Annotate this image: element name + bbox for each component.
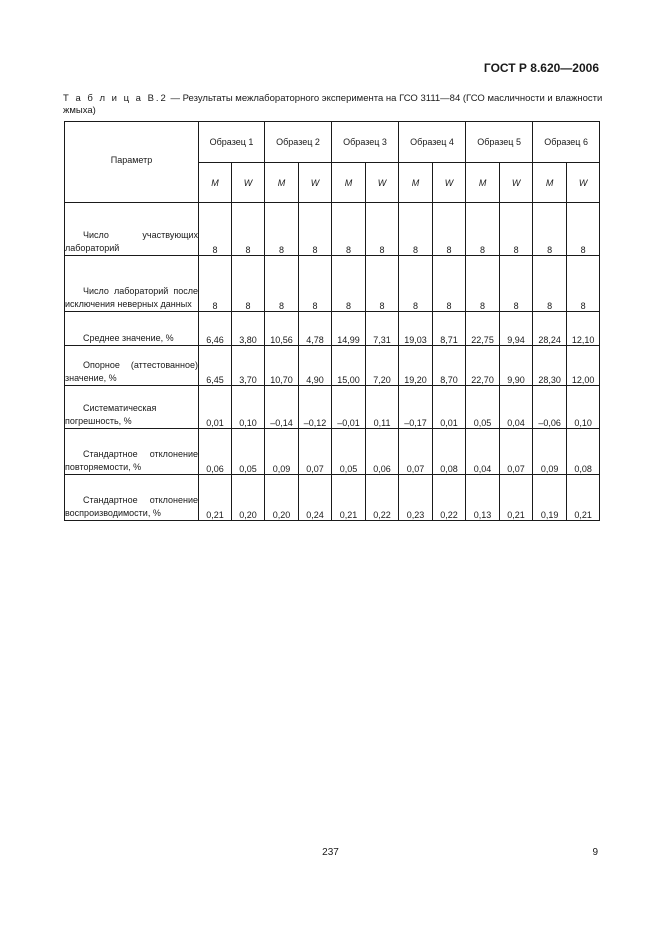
- value-cell: 0,10: [232, 386, 265, 429]
- page-number-center: 237: [322, 847, 339, 858]
- value-cell: 0,19: [533, 475, 567, 521]
- value-cell: 3,80: [232, 312, 265, 346]
- parameter-label: Систематическая погрешность, %: [65, 403, 157, 426]
- value-cell: 8: [332, 203, 366, 256]
- value-cell: 12,10: [567, 312, 600, 346]
- table-caption-label: Т а б л и ц а В.2: [63, 93, 168, 104]
- table-row: [65, 312, 600, 346]
- sample-header: Образец 4: [399, 122, 466, 163]
- parameter-label: Опорное (аттестованное) значение, %: [65, 360, 198, 383]
- table-row: [65, 256, 600, 312]
- sample-header: Образец 5: [466, 122, 533, 163]
- subheader-cell: M: [399, 163, 433, 203]
- sample-header: Образец 3: [332, 122, 399, 163]
- value-cell: 22,70: [466, 346, 500, 386]
- value-cell: 0,01: [433, 386, 466, 429]
- value-cell: 10,70: [265, 346, 299, 386]
- value-cell: 0,08: [567, 429, 600, 475]
- parameter-label: Стандартное отклонение повторяемости, %: [65, 449, 198, 472]
- value-cell: 28,24: [533, 312, 567, 346]
- value-cell: 8: [500, 203, 533, 256]
- table-caption-text: — Результаты межлабораторного эксперимента на ГСО 3111—84 (ГСО масличности и влажности жмыха): [63, 93, 603, 116]
- value-cell: 0,21: [332, 475, 366, 521]
- value-cell: 0,20: [265, 475, 299, 521]
- value-cell: 9,94: [500, 312, 533, 346]
- parameter-cell: [65, 386, 199, 429]
- value-cell: 0,05: [466, 386, 500, 429]
- sample-header: Образец 1: [199, 122, 265, 163]
- results-table: [64, 121, 600, 521]
- value-cell: 8: [433, 203, 466, 256]
- value-cell: 3,70: [232, 346, 265, 386]
- subheader-cell: W: [232, 163, 265, 203]
- value-cell: 4,90: [299, 346, 332, 386]
- parameter-label: Число лабораторий после исключения неверных данных: [65, 286, 198, 309]
- parameter-cell: [65, 203, 199, 256]
- parameter-cell: [65, 256, 199, 312]
- value-cell: 14,99: [332, 312, 366, 346]
- parameter-label: Число участвующих лабораторий: [65, 230, 198, 253]
- subheader-cell: W: [567, 163, 600, 203]
- parameter-cell: [65, 429, 199, 475]
- subheader-cell: W: [500, 163, 533, 203]
- value-cell: –0,06: [533, 386, 567, 429]
- parameter-label: Среднее значение, %: [83, 333, 174, 343]
- value-cell: 8,70: [433, 346, 466, 386]
- value-cell: 0,21: [199, 475, 232, 521]
- value-cell: 7,31: [366, 312, 399, 346]
- value-cell: 8: [366, 203, 399, 256]
- standard-code: ГОСТ Р 8.620—2006: [483, 61, 599, 75]
- table-body: [65, 203, 600, 521]
- value-cell: 0,11: [366, 386, 399, 429]
- subheader-cell: W: [433, 163, 466, 203]
- value-cell: 4,78: [299, 312, 332, 346]
- value-cell: 0,20: [232, 475, 265, 521]
- value-cell: 0,04: [500, 386, 533, 429]
- sample-header: Образец 2: [265, 122, 332, 163]
- value-cell: 0,10: [567, 386, 600, 429]
- value-cell: 0,07: [399, 429, 433, 475]
- value-cell: 0,08: [433, 429, 466, 475]
- parameter-cell: [65, 475, 199, 521]
- subheader-cell: M: [466, 163, 500, 203]
- value-cell: 6,46: [199, 312, 232, 346]
- value-cell: 12,00: [567, 346, 600, 386]
- value-cell: 8: [533, 203, 567, 256]
- value-cell: 0,13: [466, 475, 500, 521]
- value-cell: 22,75: [466, 312, 500, 346]
- value-cell: –0,14: [265, 386, 299, 429]
- table-header: [65, 122, 600, 203]
- value-cell: 0,06: [199, 429, 232, 475]
- subheader-cell: W: [366, 163, 399, 203]
- value-cell: 8: [265, 203, 299, 256]
- value-cell: 8: [500, 256, 533, 312]
- value-cell: 28,30: [533, 346, 567, 386]
- value-cell: 8: [232, 256, 265, 312]
- value-cell: 0,23: [399, 475, 433, 521]
- value-cell: 8: [199, 203, 232, 256]
- page-number-right: 9: [592, 847, 598, 858]
- value-cell: 8: [332, 256, 366, 312]
- value-cell: 8: [433, 256, 466, 312]
- table-row: [65, 475, 600, 521]
- value-cell: 8: [466, 203, 500, 256]
- value-cell: 0,21: [500, 475, 533, 521]
- value-cell: 0,09: [533, 429, 567, 475]
- value-cell: 8: [567, 256, 600, 312]
- header-row-samples: [65, 122, 600, 163]
- value-cell: 0,04: [466, 429, 500, 475]
- table-row: [65, 429, 600, 475]
- value-cell: –0,12: [299, 386, 332, 429]
- sample-header: Образец 6: [533, 122, 600, 163]
- value-cell: 6,45: [199, 346, 232, 386]
- value-cell: 0,09: [265, 429, 299, 475]
- value-cell: 8: [466, 256, 500, 312]
- value-cell: 8: [299, 203, 332, 256]
- value-cell: 0,06: [366, 429, 399, 475]
- value-cell: 8: [232, 203, 265, 256]
- value-cell: 0,22: [433, 475, 466, 521]
- table-caption: [63, 93, 603, 117]
- value-cell: 0,21: [567, 475, 600, 521]
- value-cell: 0,05: [332, 429, 366, 475]
- value-cell: 19,03: [399, 312, 433, 346]
- param-header-cell: [65, 122, 199, 203]
- value-cell: 7,20: [366, 346, 399, 386]
- value-cell: 8: [265, 256, 299, 312]
- value-cell: 15,00: [332, 346, 366, 386]
- value-cell: 8: [533, 256, 567, 312]
- value-cell: 10,56: [265, 312, 299, 346]
- subheader-cell: W: [299, 163, 332, 203]
- subheader-cell: M: [332, 163, 366, 203]
- value-cell: 0,07: [500, 429, 533, 475]
- parameter-label: Стандартное отклонение воспроизводимости, %: [65, 495, 198, 518]
- value-cell: 8: [399, 256, 433, 312]
- value-cell: 0,01: [199, 386, 232, 429]
- value-cell: 8,71: [433, 312, 466, 346]
- value-cell: 0,24: [299, 475, 332, 521]
- table-row: [65, 346, 600, 386]
- table-row: [65, 386, 600, 429]
- value-cell: 8: [366, 256, 399, 312]
- parameter-cell: [65, 312, 199, 346]
- value-cell: 8: [567, 203, 600, 256]
- value-cell: 8: [199, 256, 232, 312]
- subheader-cell: M: [533, 163, 567, 203]
- value-cell: 19,20: [399, 346, 433, 386]
- parameter-cell: [65, 346, 199, 386]
- value-cell: –0,17: [399, 386, 433, 429]
- value-cell: 9,90: [500, 346, 533, 386]
- value-cell: 0,07: [299, 429, 332, 475]
- subheader-cell: M: [265, 163, 299, 203]
- value-cell: 8: [299, 256, 332, 312]
- param-header: Параметр: [110, 155, 153, 165]
- value-cell: 0,05: [232, 429, 265, 475]
- value-cell: 8: [399, 203, 433, 256]
- table-row: [65, 203, 600, 256]
- subheader-cell: M: [199, 163, 232, 203]
- value-cell: –0,01: [332, 386, 366, 429]
- value-cell: 0,22: [366, 475, 399, 521]
